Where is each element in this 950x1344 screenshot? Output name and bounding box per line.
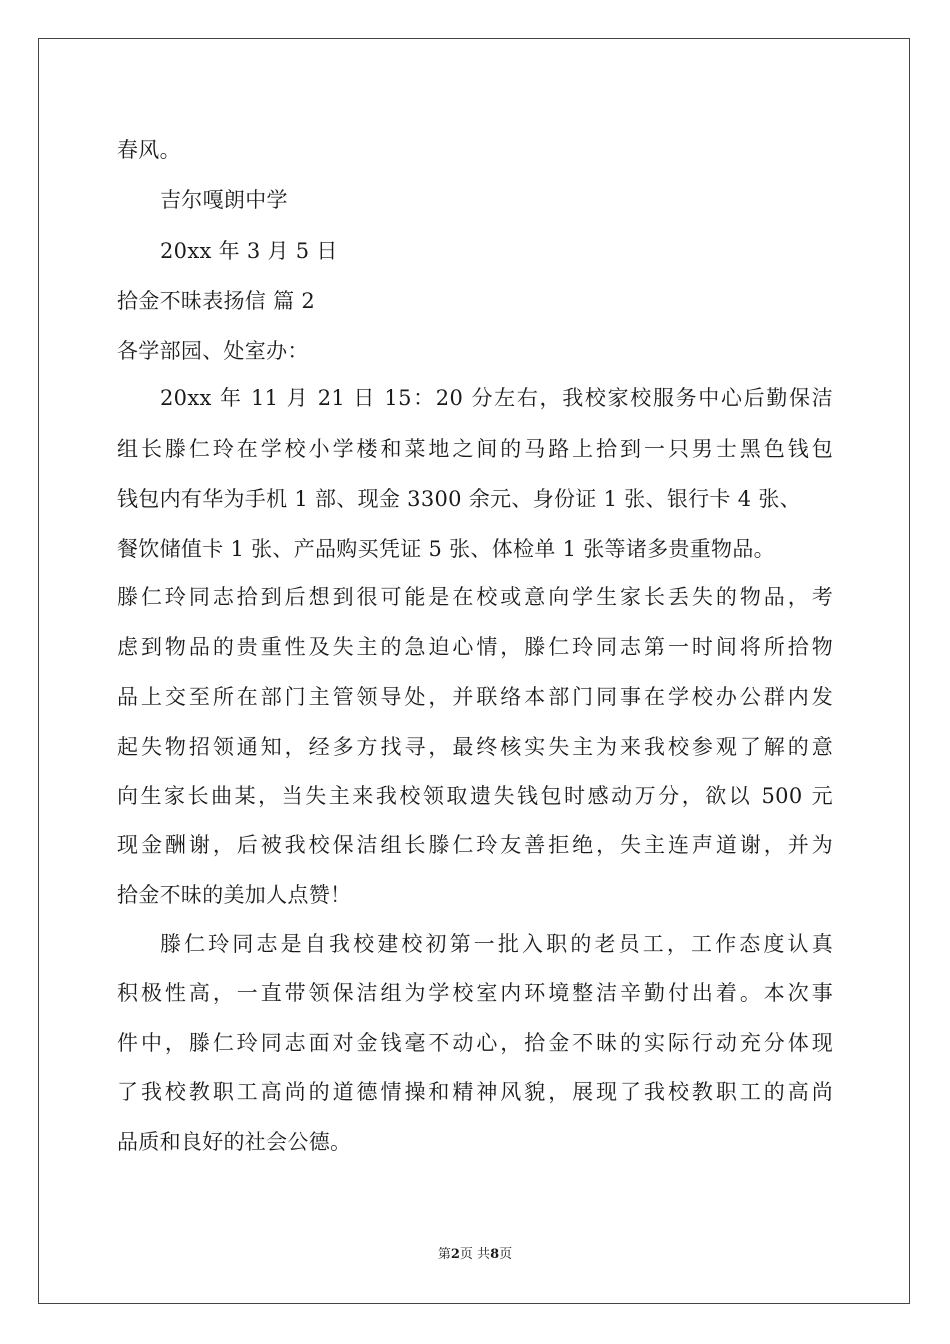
text-line: 件中，滕仁玲同志面对金钱毫不动心，拾金不昧的实际行动充分体现: [117, 1031, 833, 1055]
text-line: 滕仁玲同志是自我校建校初第一批入职的老员工，工作态度认真: [160, 932, 833, 956]
text-line: 积极性高，一直带领保洁组为学校室内环境整洁辛勤付出着。本次事: [117, 981, 833, 1005]
text-line: 20xx 年 11 月 21 日 15：20 分左右，我校家校服务中心后勤保洁: [160, 386, 833, 410]
page-prefix: 第: [437, 1247, 451, 1262]
text-line: 组长滕仁玲在学校小学楼和菜地之间的马路上拾到一只男士黑色钱包: [117, 437, 833, 461]
text-line: 了我校教职工高尚的道德情操和精神风貌，展现了我校教职工的高尚: [117, 1080, 833, 1104]
text-line: 虑到物品的贵重性及失主的急迫心情，滕仁玲同志第一时间将所拾物: [117, 635, 833, 659]
page-current: 2: [450, 1247, 460, 1262]
signature-date: 20xx 年 3 月 5 日: [160, 239, 338, 263]
text-line: 品质和良好的社会公德。: [117, 1130, 352, 1154]
section-title: 拾金不昧表扬信 篇 2: [117, 289, 316, 313]
signature-school: 吉尔嘎朗中学: [160, 188, 288, 212]
text-line: 拾金不昧的美加人点赞！: [117, 883, 352, 907]
text-line: 滕仁玲同志拾到后想到很可能是在校或意向学生家长丢失的物品，考: [117, 585, 833, 609]
page-total: 8: [490, 1247, 500, 1262]
text-line: 春风。: [117, 138, 181, 162]
page-border: [38, 38, 910, 1304]
text-line: 钱包内有华为手机 1 部、现金 3300 余元、身份证 1 张、银行卡 4 张、: [117, 487, 801, 511]
salutation: 各学部园、处室办：: [117, 339, 309, 363]
text-line: 向生家长曲某，当失主来我校领取遗失钱包时感动万分，欲以 500 元: [117, 784, 833, 808]
page-suffix: 页: [499, 1247, 513, 1262]
text-line: 餐饮储值卡 1 张、产品购买凭证 5 张、体检单 1 张等诸多贵重物品。: [117, 537, 775, 561]
page-mid: 页 共: [459, 1247, 491, 1262]
text-line: 现金酬谢，后被我校保洁组长滕仁玲友善拒绝，失主连声道谢，并为: [117, 833, 833, 857]
text-line: 起失物招领通知，经多方找寻，最终核实失主为来我校参观了解的意: [117, 735, 833, 759]
page-footer: [0, 1246, 950, 1264]
text-line: 品上交至所在部门主管领导处，并联络本部门同事在学校办公群内发: [117, 685, 833, 709]
